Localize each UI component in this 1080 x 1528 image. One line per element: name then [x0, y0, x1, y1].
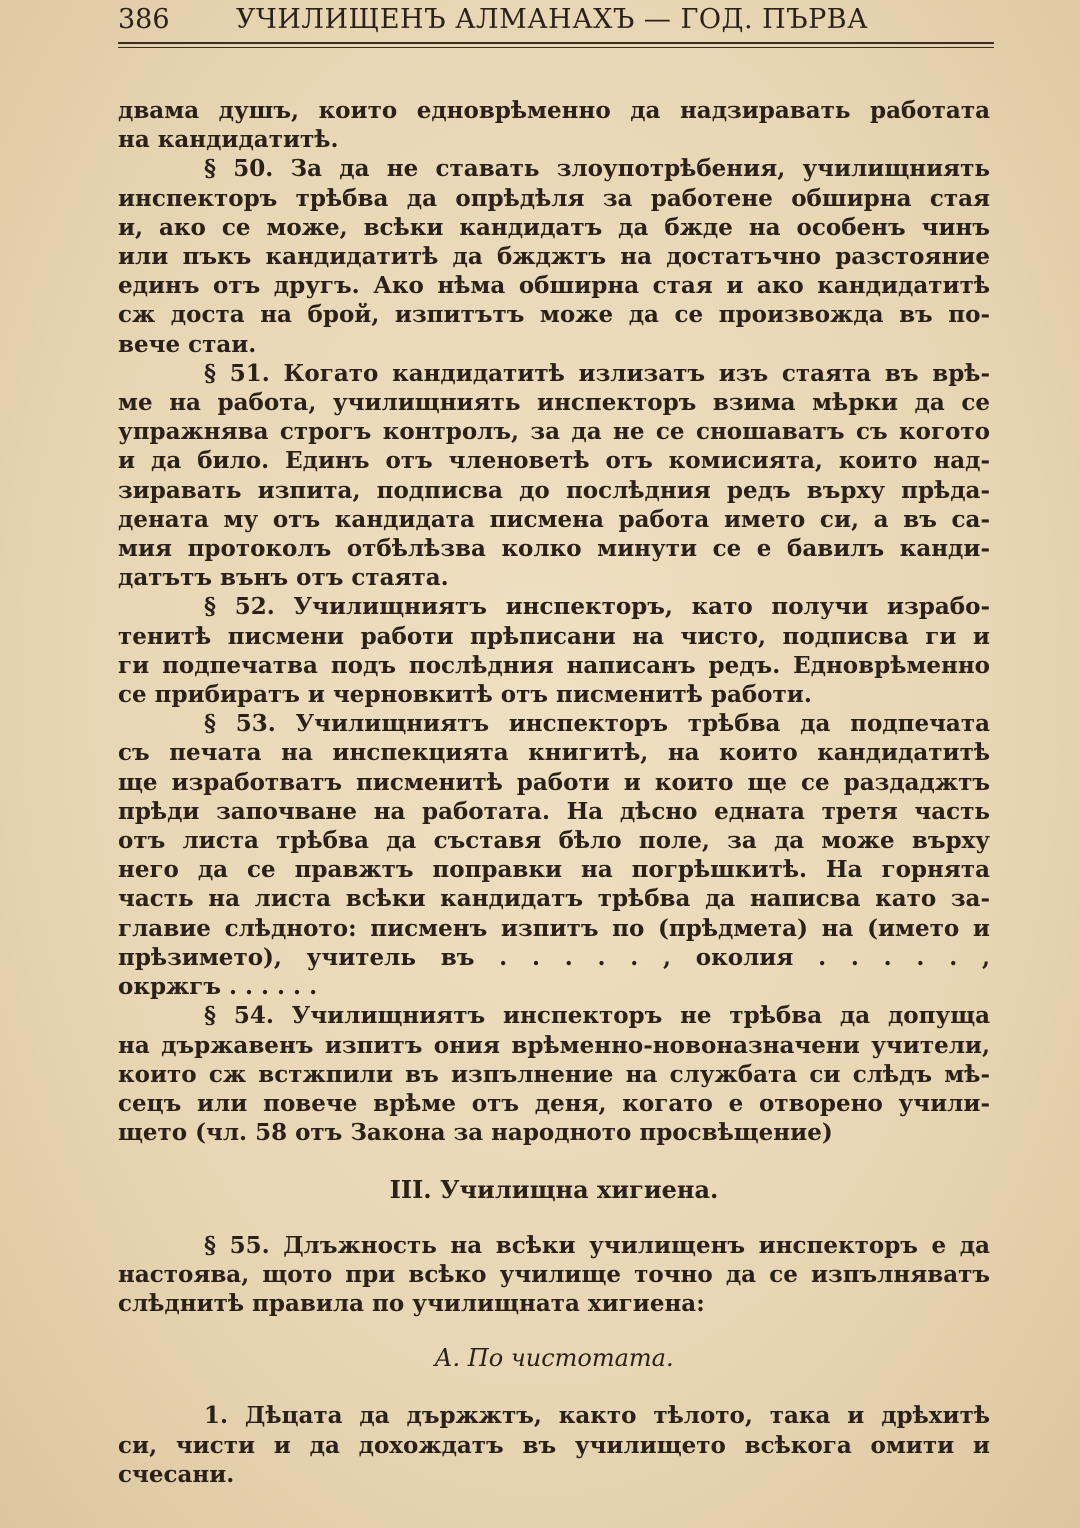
text-line: единъ отъ другъ. Ако нѣма обширна стая и ако кандидатитѣ	[118, 272, 990, 300]
text-line: § 53. Училищниятъ инспекторъ трѣбва да подпечата	[204, 710, 990, 738]
text-line: щето (чл. 58 отъ Закона за народното просвѣщение)	[118, 1119, 833, 1147]
text-block-a	[118, 96, 990, 1147]
text-line: § 51. Когато кандидатитѣ излизатъ изъ стаята въ врѣ-	[204, 359, 990, 387]
text-line: датътъ вънъ отъ стаята.	[118, 564, 449, 592]
text-line: ще изработватъ писменитѣ работи и които ще се раздаджтъ	[118, 768, 990, 796]
header-rule	[118, 42, 994, 48]
text-line: окржгъ . . . . . .	[118, 973, 318, 1001]
text-line: § 55. Длъжность на всѣки училищенъ инспекторъ е да	[204, 1231, 990, 1259]
text-line: и, ако се може, всѣки кандидатъ да бжде на особенъ чинъ	[118, 213, 990, 241]
subheading: А. По чистотата.	[434, 1344, 674, 1373]
text-line: 1. Дѣцата да държжтъ, както тѣлото, така и дрѣхитѣ	[204, 1402, 990, 1430]
text-line: слѣднитѣ правила по училищната хигиена:	[118, 1289, 705, 1317]
text-line: дената му отъ кандидата писмена работа името си, а въ са-	[118, 505, 990, 533]
text-line: упражнява строгъ контролъ, за да не се сношаватъ съ когото	[118, 418, 990, 446]
text-line: съ печата на инспекцията книгитѣ, на които кандидатитѣ	[118, 739, 990, 767]
text-line: настоява, щото при всѣко училище точно да се изпълняватъ	[118, 1260, 990, 1288]
text-line: на държавенъ изпитъ ония врѣменно-новоназначени учители,	[118, 1031, 990, 1059]
text-line: часть на листа всѣки кандидатъ трѣбва да написва като за-	[118, 885, 990, 913]
text-line: § 54. Училищниятъ инспекторъ не трѣбва да допуща	[204, 1002, 990, 1030]
text-line: отъ листа трѣбва да съставя бѣло поле, за да може върху	[118, 827, 990, 855]
text-line: вече стаи.	[118, 330, 257, 358]
text-line: зиравать изпита, подписва до послѣдния редъ върху прѣда-	[118, 476, 990, 504]
body-text	[118, 96, 990, 1489]
text-line: него да се правжтъ поправки на погрѣшкитѣ. На горнята	[118, 856, 990, 884]
text-block-b	[118, 1231, 990, 1319]
text-line: мия протоколъ отбѣлѣзва колко минути се е бавилъ канди-	[118, 535, 990, 563]
text-line: на кандидатитѣ.	[118, 126, 339, 154]
text-line: тенитѣ писмени работи прѣписани на чисто, подписва ги и	[118, 622, 990, 650]
text-line: двама душъ, които едноврѣменно да надзиравать работата	[118, 97, 990, 124]
text-line: § 50. За да не ставать злоупотрѣбения, училищниять	[204, 155, 990, 183]
text-line: прѣзимето), учитель въ . . . . . , околия . . . . . ,	[118, 943, 990, 971]
text-block-c	[118, 1401, 990, 1489]
text-line: се прибиратъ и черновкитѣ отъ писменитѣ работи.	[118, 681, 812, 709]
text-line: § 52. Училищниятъ инспекторъ, като получи израбо-	[204, 593, 990, 621]
text-line: или пъкъ кандидатитѣ да бжджтъ на достатъчно разстояние	[118, 243, 990, 271]
text-line: прѣди започване на работата. На дѣсно едната третя часть	[118, 797, 990, 825]
text-line: счесани.	[118, 1460, 235, 1488]
text-line: ги подпечатва подъ послѣдния написанъ редъ. Едноврѣменно	[118, 651, 990, 679]
page-number: 386	[118, 4, 170, 35]
section-heading: III. Училищна хигиена.	[389, 1175, 719, 1205]
text-line: инспекторъ трѣбва да опрѣдѣля за работене обширна стая	[118, 184, 990, 212]
text-line: и да било. Единъ отъ членоветѣ отъ комисията, които над-	[118, 447, 990, 475]
text-line: сж доста на брой, изпитътъ може да се произвожда въ по-	[118, 301, 990, 329]
text-line: главие слѣдното: писменъ изпитъ по (прѣдмета) на (името и	[118, 914, 990, 942]
text-line: си, чисти и да дохождатъ въ училището всѣкога омити и	[118, 1431, 990, 1459]
text-line: сецъ или повече врѣме отъ деня, когато е отворено учили-	[118, 1089, 990, 1117]
text-line: които сж встжпили въ изпълнение на службата си слѣдъ мѣ-	[118, 1060, 990, 1088]
page-header	[118, 4, 994, 38]
running-title: УЧИЛИЩЕНЪ АЛМАНАХЪ — ГОД. ПЪРВА	[236, 4, 869, 35]
text-line: ме на работа, училищниять инспекторъ взима мѣрки да се	[118, 389, 990, 417]
